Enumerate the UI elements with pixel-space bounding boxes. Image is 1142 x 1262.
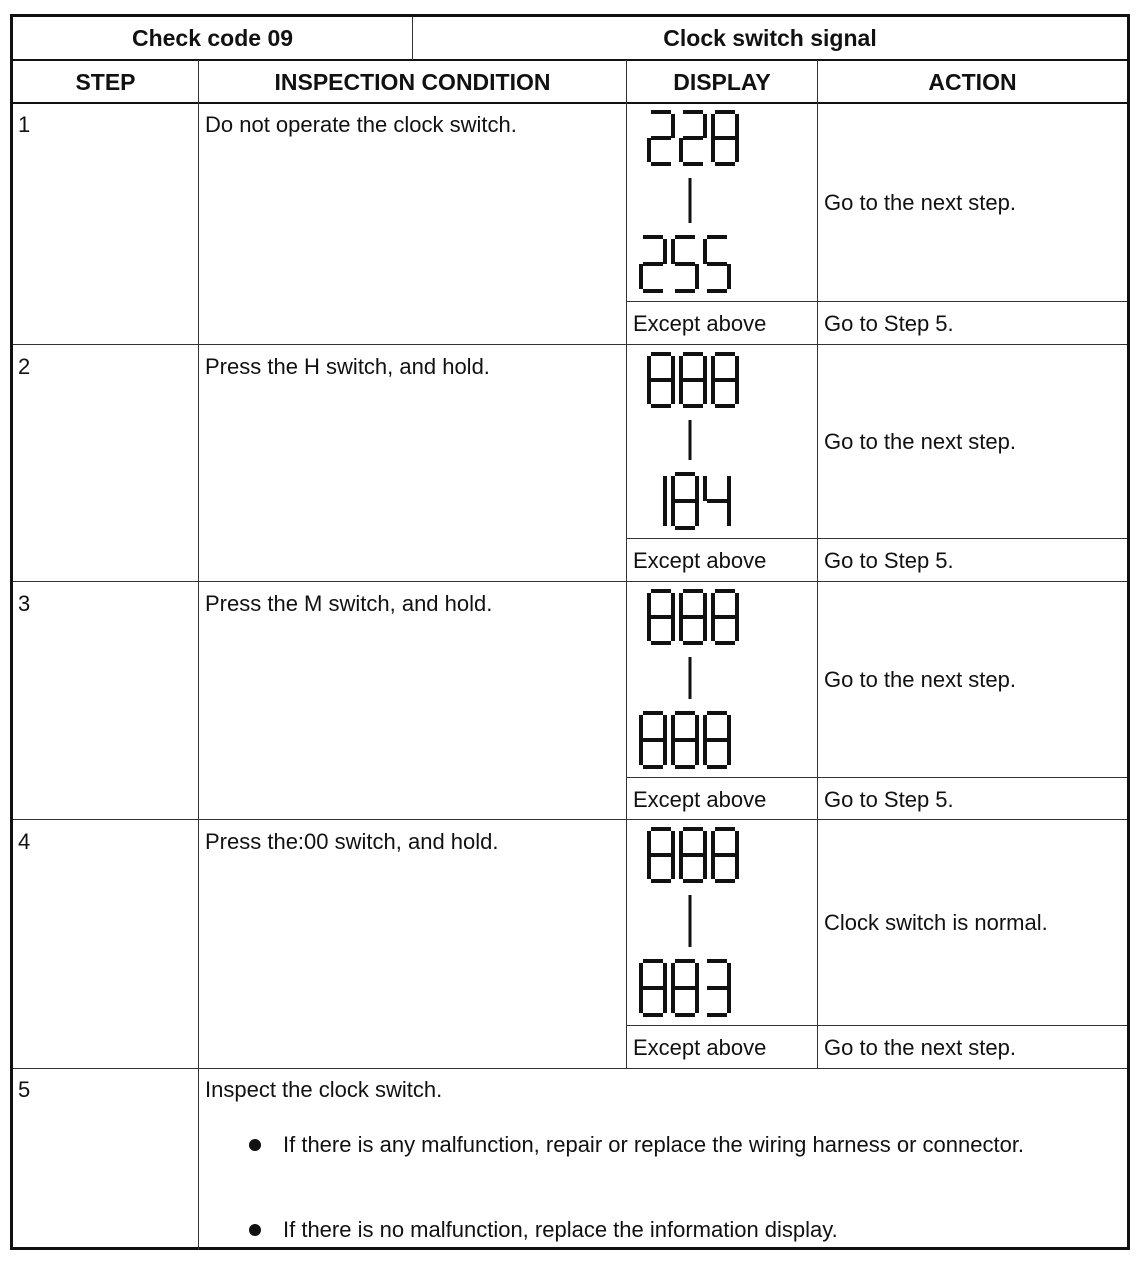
bullet-item-1 (249, 1130, 1029, 1160)
segment-mark (675, 289, 695, 293)
segment-mark (671, 855, 675, 879)
segment-mark (727, 501, 731, 526)
segment-mark (707, 959, 727, 963)
segment-mark (707, 765, 727, 769)
segment-mark (695, 264, 699, 289)
segment-mark (707, 986, 727, 990)
segment-mark (651, 641, 671, 645)
segment-mark (683, 110, 703, 114)
segment-mark (679, 380, 683, 404)
segment-mark (711, 855, 715, 879)
segment-mark (707, 738, 727, 742)
except-action-1: Go to Step 5. (824, 311, 954, 336)
segment-mark (643, 262, 663, 266)
segment-mark (707, 289, 727, 293)
segment-mark (639, 264, 643, 289)
segment-mark (683, 879, 703, 883)
segment-mark (651, 615, 671, 619)
segment-mark (715, 589, 735, 593)
lcd-display-icon (633, 823, 813, 1025)
segment-mark (647, 831, 651, 855)
inspection-condition-2: Press the H switch, and hold. (205, 354, 490, 379)
segment-mark (675, 711, 695, 715)
bullet-item-2 (249, 1215, 1029, 1245)
segment-mark (663, 476, 667, 501)
segment-mark (683, 853, 703, 857)
col-header-action: ACTION (928, 68, 1017, 95)
segment-mark (675, 959, 695, 963)
segment-mark (671, 114, 675, 138)
segment-mark (639, 988, 643, 1013)
segment-mark (663, 715, 667, 740)
segment-mark (679, 831, 683, 855)
except-above-3: Except above (633, 787, 767, 812)
lcd-display-icon (633, 106, 813, 301)
segment-mark (703, 239, 707, 264)
segment-mark (675, 765, 695, 769)
segment-mark (671, 617, 675, 641)
segment-mark (679, 855, 683, 879)
col-header-condition: INSPECTION CONDITION (274, 68, 551, 95)
bullet-dot-icon (249, 1224, 261, 1236)
segment-mark (703, 740, 707, 765)
segment-mark (715, 136, 735, 140)
segment-mark (727, 264, 731, 289)
segment-mark (695, 476, 699, 501)
segment-mark (675, 526, 695, 530)
segment-mark (715, 615, 735, 619)
segment-mark (735, 831, 739, 855)
segment-mark (703, 356, 707, 380)
segment-mark (647, 593, 651, 617)
segment-mark (735, 356, 739, 380)
segment-mark (643, 235, 663, 239)
segment-mark (711, 138, 715, 162)
segment-mark (683, 589, 703, 593)
segment-mark (735, 593, 739, 617)
segment-mark (703, 593, 707, 617)
check-code: Check code 09 (131, 24, 294, 51)
segment-mark (651, 853, 671, 857)
segment-mark (651, 162, 671, 166)
except-action-2: Go to Step 5. (824, 548, 954, 573)
segment-mark (683, 162, 703, 166)
segment-mark (711, 831, 715, 855)
segment-mark (675, 235, 695, 239)
segment-mark (683, 641, 703, 645)
segment-mark (671, 831, 675, 855)
segment-mark (663, 963, 667, 988)
segment-mark (707, 1013, 727, 1017)
segment-mark (671, 380, 675, 404)
segment-mark (735, 114, 739, 138)
segment-mark (711, 380, 715, 404)
bullet-dot-icon (249, 1139, 261, 1151)
segment-mark (675, 738, 695, 742)
segment-mark (715, 879, 735, 883)
segment-mark (663, 740, 667, 765)
segment-mark (695, 740, 699, 765)
segment-mark (727, 476, 731, 501)
segment-mark (703, 380, 707, 404)
segment-mark (671, 963, 675, 988)
segment-mark (651, 136, 671, 140)
segment-mark (675, 1013, 695, 1017)
segment-mark (703, 617, 707, 641)
segment-mark (695, 988, 699, 1013)
segment-mark (711, 593, 715, 617)
segment-mark (711, 356, 715, 380)
except-action-4: Go to the next step. (824, 1035, 1017, 1060)
segment-mark (647, 617, 651, 641)
segment-mark (639, 740, 643, 765)
segment-mark (675, 986, 695, 990)
except-action-3: Go to Step 5. (824, 787, 954, 812)
segment-mark (703, 831, 707, 855)
segment-mark (671, 239, 675, 264)
segment-mark (647, 138, 651, 162)
segment-mark (639, 963, 643, 988)
segment-mark (671, 740, 675, 765)
lcd-display-icon (633, 348, 813, 538)
segment-mark (679, 593, 683, 617)
segment-mark (675, 499, 695, 503)
segment-mark (671, 501, 675, 526)
segment-mark (651, 827, 671, 831)
segment-mark (727, 963, 731, 988)
col-header-display: DISPLAY (673, 68, 771, 95)
segment-mark (695, 715, 699, 740)
segment-mark (683, 352, 703, 356)
segment-mark (643, 711, 663, 715)
title-cell (413, 17, 1127, 59)
step-number-3: 3 (18, 591, 31, 616)
segment-mark (695, 501, 699, 526)
segment-mark (715, 162, 735, 166)
segment-mark (643, 765, 663, 769)
segment-mark (727, 715, 731, 740)
segment-mark (643, 959, 663, 963)
segment-mark (647, 356, 651, 380)
segment-mark (647, 855, 651, 879)
inspection-condition-1: Do not operate the clock switch. (205, 112, 517, 137)
segment-mark (703, 855, 707, 879)
segment-mark (727, 988, 731, 1013)
segment-mark (671, 593, 675, 617)
except-above-1: Except above (633, 311, 767, 336)
segment-mark (671, 476, 675, 501)
bullet-text-1: If there is any malfunction, repair or replace the wiring harness or connector. (283, 1132, 1025, 1157)
segment-mark (715, 827, 735, 831)
segment-mark (651, 378, 671, 382)
segment-mark (735, 617, 739, 641)
segment-mark (715, 404, 735, 408)
segment-mark (735, 138, 739, 162)
segment-mark (671, 715, 675, 740)
step-number-5: 5 (18, 1077, 31, 1102)
segment-mark (679, 138, 683, 162)
segment-mark (643, 1013, 663, 1017)
segment-mark (735, 855, 739, 879)
segment-mark (695, 963, 699, 988)
segment-mark (711, 617, 715, 641)
segment-mark (683, 827, 703, 831)
check-code-cell (13, 17, 412, 59)
step-number-1: 1 (18, 112, 31, 137)
segment-mark (735, 380, 739, 404)
segment-mark (651, 110, 671, 114)
segment-mark (683, 378, 703, 382)
segment-mark (643, 986, 663, 990)
segment-mark (679, 617, 683, 641)
segment-mark (715, 641, 735, 645)
inspection-table (10, 14, 1130, 1250)
segment-mark (727, 740, 731, 765)
segment-mark (647, 380, 651, 404)
segment-mark (703, 715, 707, 740)
segment-mark (651, 879, 671, 883)
segment-mark (671, 988, 675, 1013)
table-title: Clock switch signal (663, 24, 877, 51)
segment-mark (683, 404, 703, 408)
segment-mark (707, 711, 727, 715)
action-1: Go to the next step. (824, 189, 1017, 215)
segment-mark (703, 476, 707, 501)
segment-mark (715, 378, 735, 382)
segment-mark (715, 352, 735, 356)
segment-mark (683, 136, 703, 140)
final-instruction: Inspect the clock switch. (205, 1077, 443, 1102)
segment-mark (651, 589, 671, 593)
action-2: Go to the next step. (824, 429, 1017, 454)
bullet-text-2: If there is no malfunction, replace the information display. (283, 1217, 838, 1242)
action-4: Clock switch is normal. (824, 910, 1048, 935)
segment-mark (707, 235, 727, 239)
segment-mark (683, 615, 703, 619)
inspection-condition-4: Press the:00 switch, and hold. (205, 829, 499, 854)
segment-mark (651, 352, 671, 356)
segment-mark (715, 853, 735, 857)
segment-mark (651, 404, 671, 408)
segment-mark (711, 114, 715, 138)
segment-mark (707, 499, 727, 503)
lcd-display-icon (633, 585, 813, 777)
segment-mark (643, 738, 663, 742)
segment-mark (639, 715, 643, 740)
segment-mark (663, 239, 667, 264)
except-above-4: Except above (633, 1035, 767, 1060)
step-number-2: 2 (18, 354, 31, 379)
except-above-2: Except above (633, 548, 767, 573)
action-3: Go to the next step. (824, 667, 1017, 692)
segment-mark (675, 262, 695, 266)
segment-mark (643, 289, 663, 293)
segment-mark (663, 501, 667, 526)
inspection-condition-3: Press the M switch, and hold. (205, 591, 493, 616)
segment-mark (707, 262, 727, 266)
col-header-step: STEP (75, 68, 136, 95)
segment-mark (703, 114, 707, 138)
segment-mark (671, 356, 675, 380)
segment-mark (675, 472, 695, 476)
segment-mark (663, 988, 667, 1013)
segment-mark (679, 356, 683, 380)
step-number-4: 4 (18, 829, 31, 854)
segment-mark (715, 110, 735, 114)
